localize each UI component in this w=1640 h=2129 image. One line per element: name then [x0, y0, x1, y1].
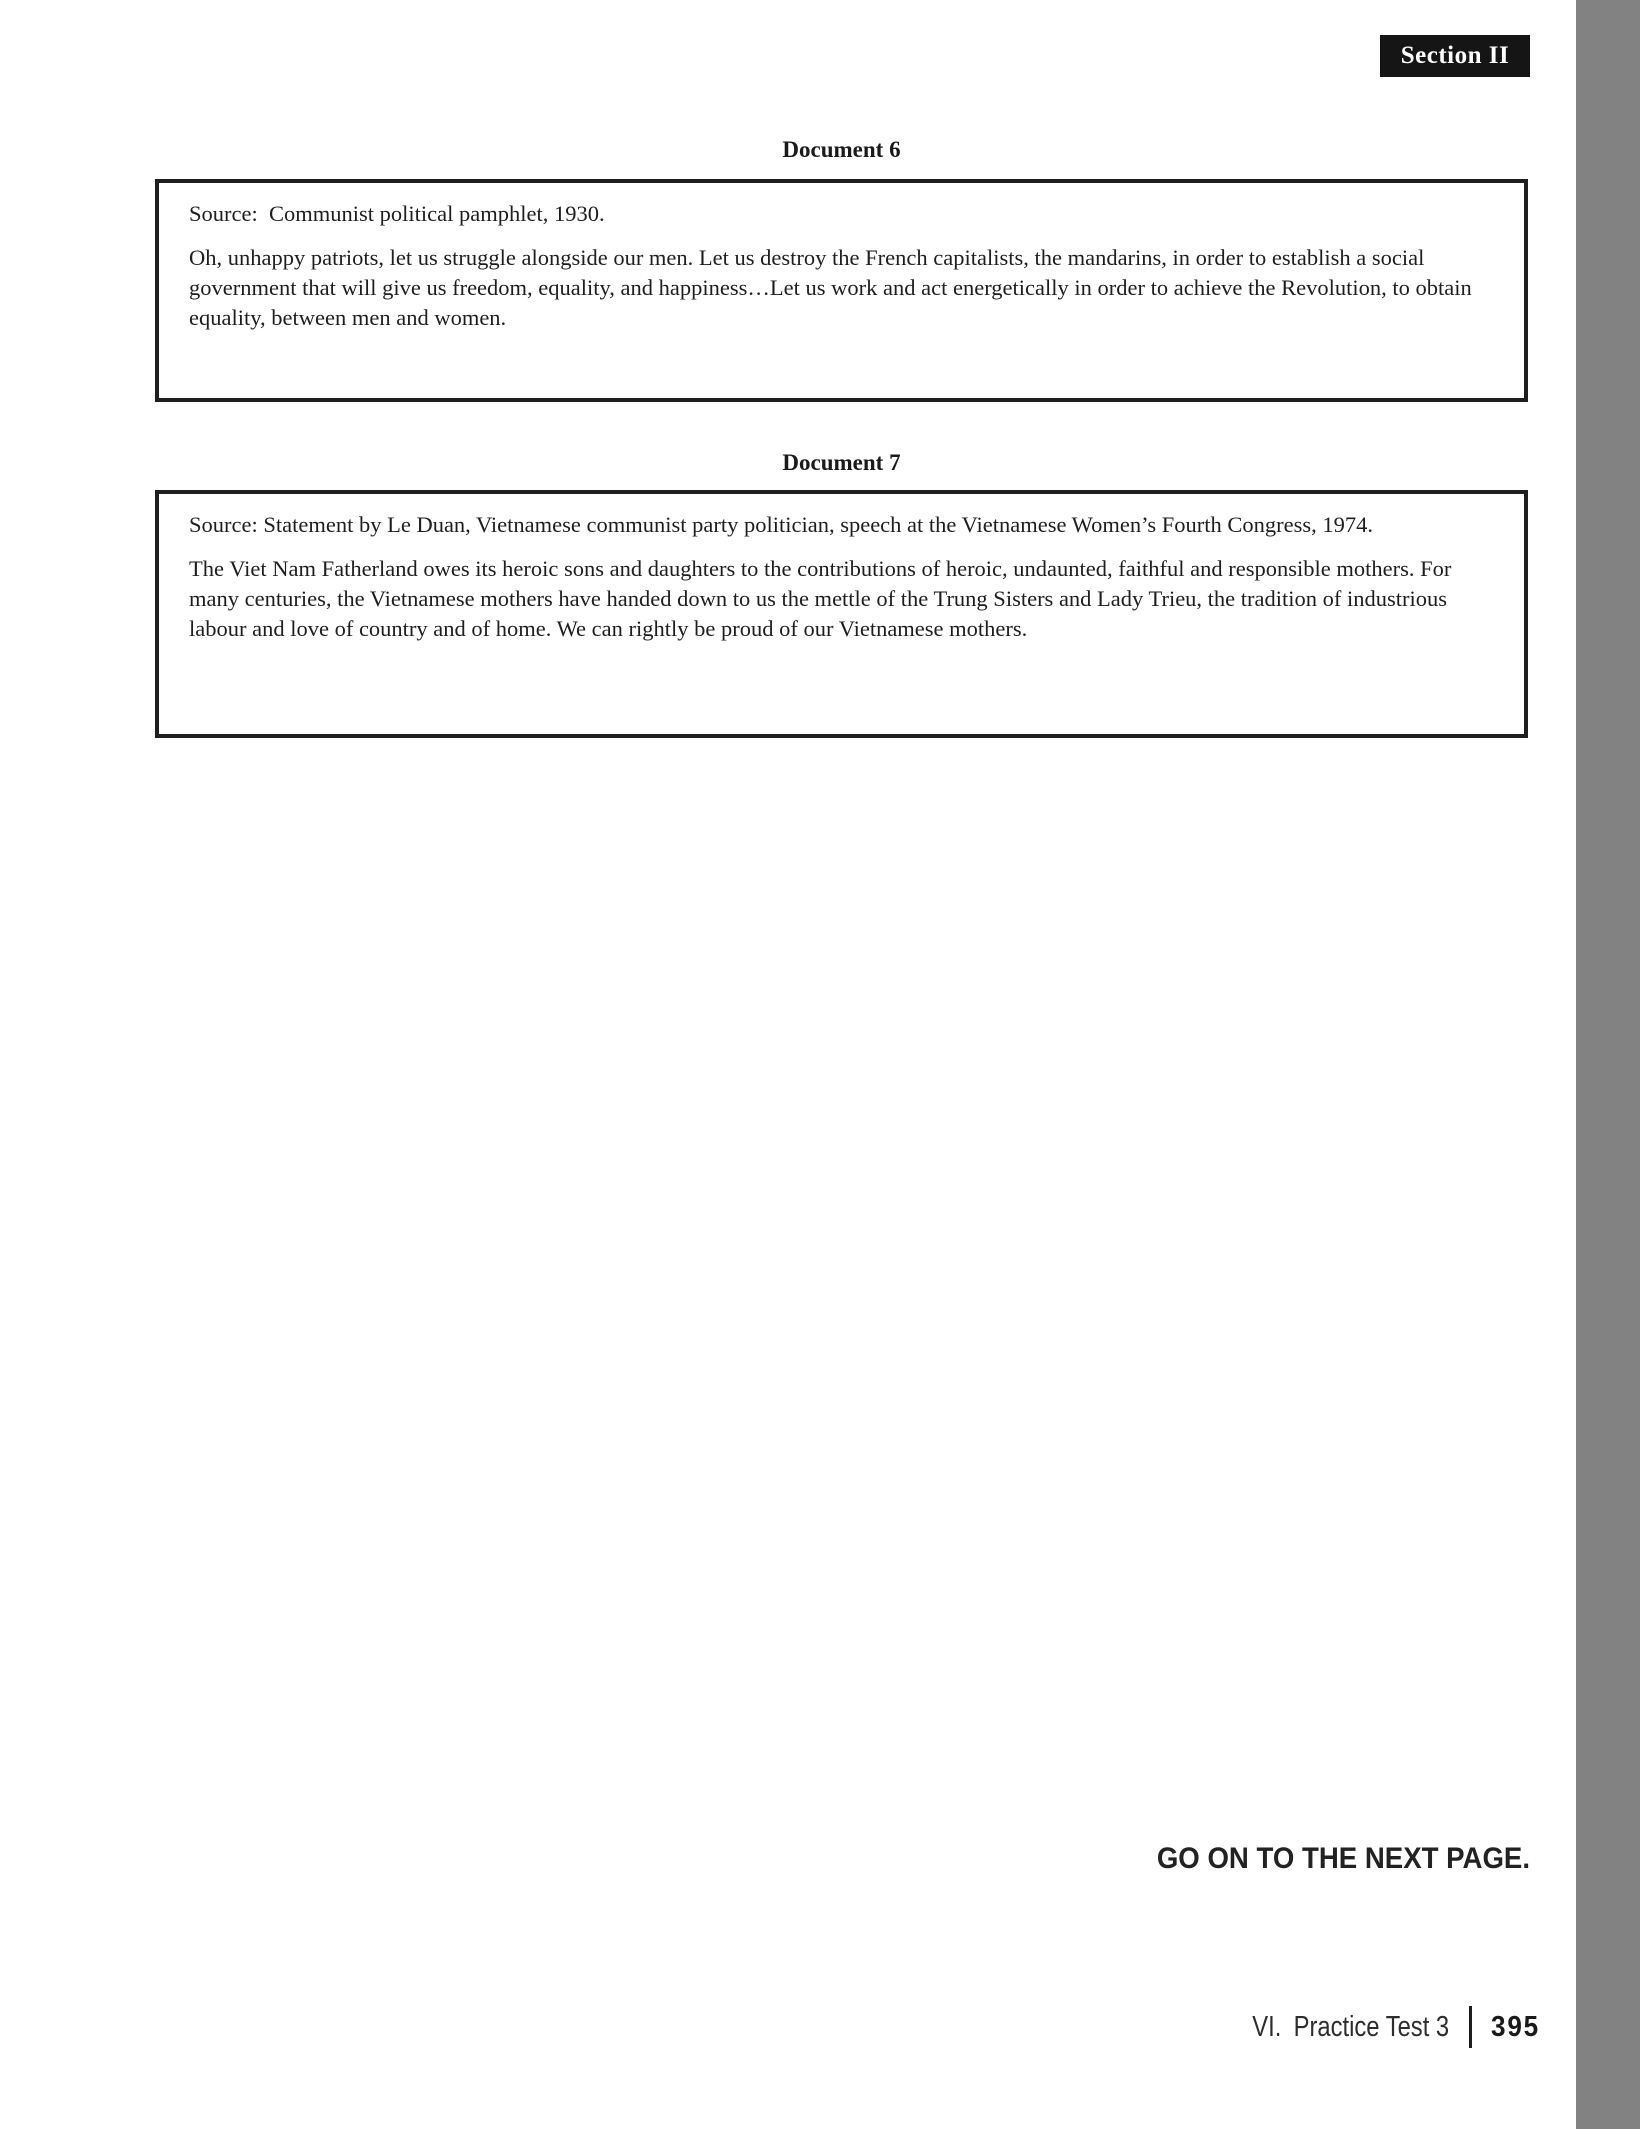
footer-test-label: Practice Test 3 — [1294, 2010, 1450, 2043]
document-6-title: Document 6 — [782, 137, 901, 162]
footer-chapter-label: VI. — [1252, 2010, 1282, 2043]
document-7-title: Document 7 — [782, 450, 901, 475]
document-7-box — [155, 490, 1528, 738]
footer-page-number: 395 — [1490, 2010, 1540, 2043]
document-6-source: Source: Communist political pamphlet, 1930. — [189, 201, 605, 226]
footer-divider — [1469, 2006, 1472, 2048]
footer-label-group — [1253, 2011, 1450, 2044]
page-edge-bar — [1576, 0, 1640, 2129]
document-7-source: Source: Statement by Le Duan, Vietnamese communist party politician, speech at the Vietnamese Women’s Fourth Congress, 1974. — [189, 512, 1373, 537]
go-on-instruction: GO ON TO THE NEXT PAGE. — [1156, 1842, 1530, 1875]
document-6-box — [155, 179, 1528, 402]
document-6-body: Oh, unhappy patriots, let us struggle alongside our men. Let us destroy the French capitalists, the mandarins, in order to establish a social government that will give us freedom, equality, and happiness…Let us work and act energetically in order to achieve the Revolution, to obtain equality, between men and women. — [189, 245, 1472, 330]
section-badge: Section II — [1380, 35, 1530, 77]
page-footer — [1209, 2004, 1545, 2050]
document-7-body: The Viet Nam Fatherland owes its heroic sons and daughters to the contributions of heroic, undaunted, faithful and responsible mothers. For many centuries, the Vietnamese mothers have handed down to us the mettle of the Trung Sisters and Lady Trieu, the tradition of industrious labour and love of country and of home. We can rightly be proud of our Vietnamese mothers. — [189, 556, 1452, 641]
